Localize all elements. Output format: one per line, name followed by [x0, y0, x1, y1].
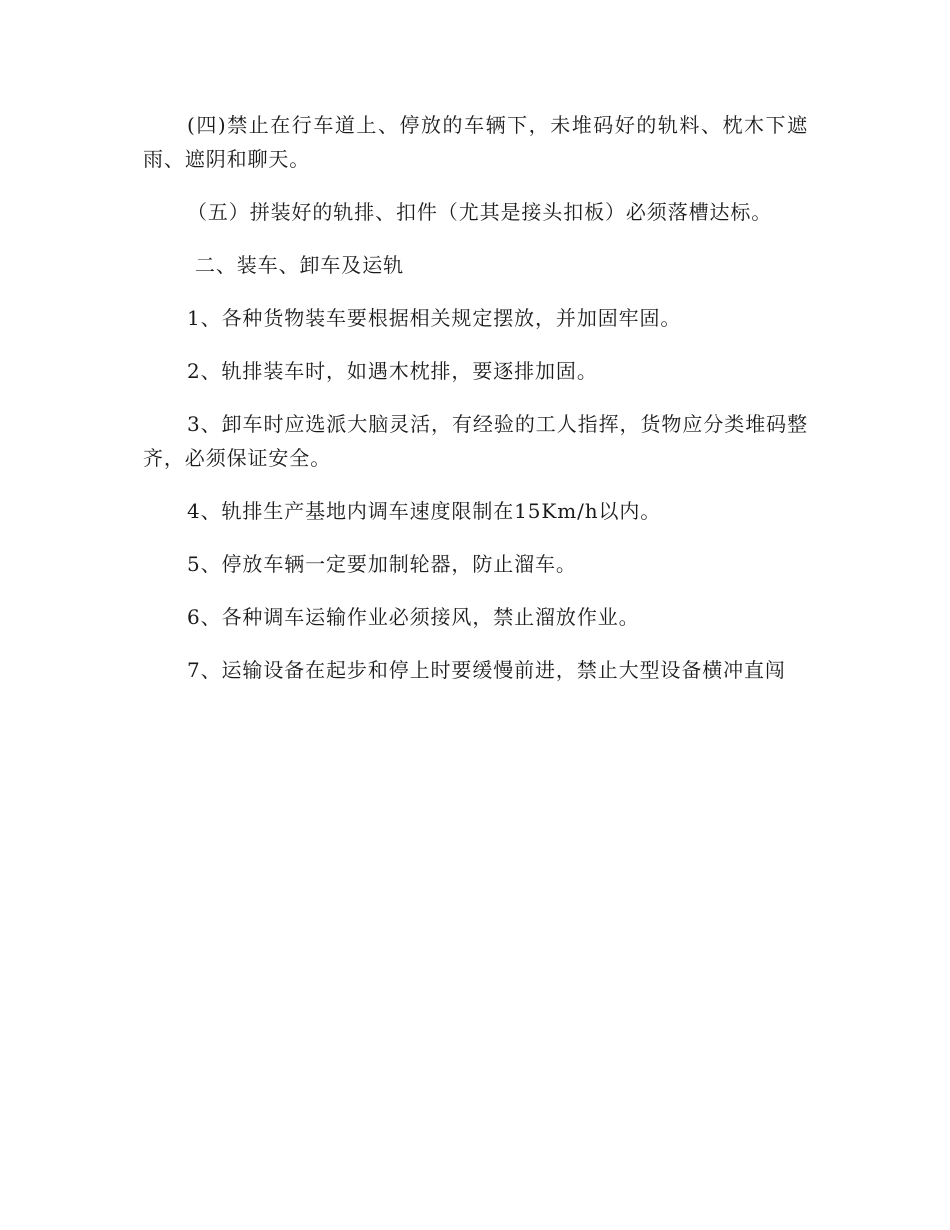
- paragraph-item-2: 2、轨排装车时，如遇木枕排，要逐排加固。: [187, 359, 598, 383]
- section-heading-loading: 二、装车、卸车及运轨: [195, 253, 404, 277]
- paragraph-item-5: 5、停放车辆一定要加制轮器，防止溜车。: [187, 552, 577, 576]
- paragraph-item-6: 6、各种调车运输作业必须接风，禁止溜放作业。: [187, 605, 640, 629]
- paragraph-item-7: 7、运输设备在起步和停上时要缓慢前进，禁止大型设备横冲直闯: [187, 658, 786, 682]
- paragraph-item-4: 4、轨排生产基地内调车速度限制在15Km/h以内。: [187, 499, 662, 523]
- paragraph-prohibition-5: （五）拼装好的轨排、扣件（尤其是接头扣板）必须落槽达标。: [187, 200, 773, 224]
- document-body: [143, 108, 808, 706]
- paragraph-item-3: 3、卸车时应选派大脑灵活，有经验的工人指挥，货物应分类堆码整齐，必须保证安全。: [143, 412, 808, 470]
- paragraph-prohibition-4: (四)禁止在行车道上、停放的车辆下，未堆码好的轨料、枕木下遮雨、遮阴和聊天。: [143, 113, 808, 171]
- paragraph-item-1: 1、各种货物装车要根据相关规定摆放，并加固牢固。: [187, 306, 682, 330]
